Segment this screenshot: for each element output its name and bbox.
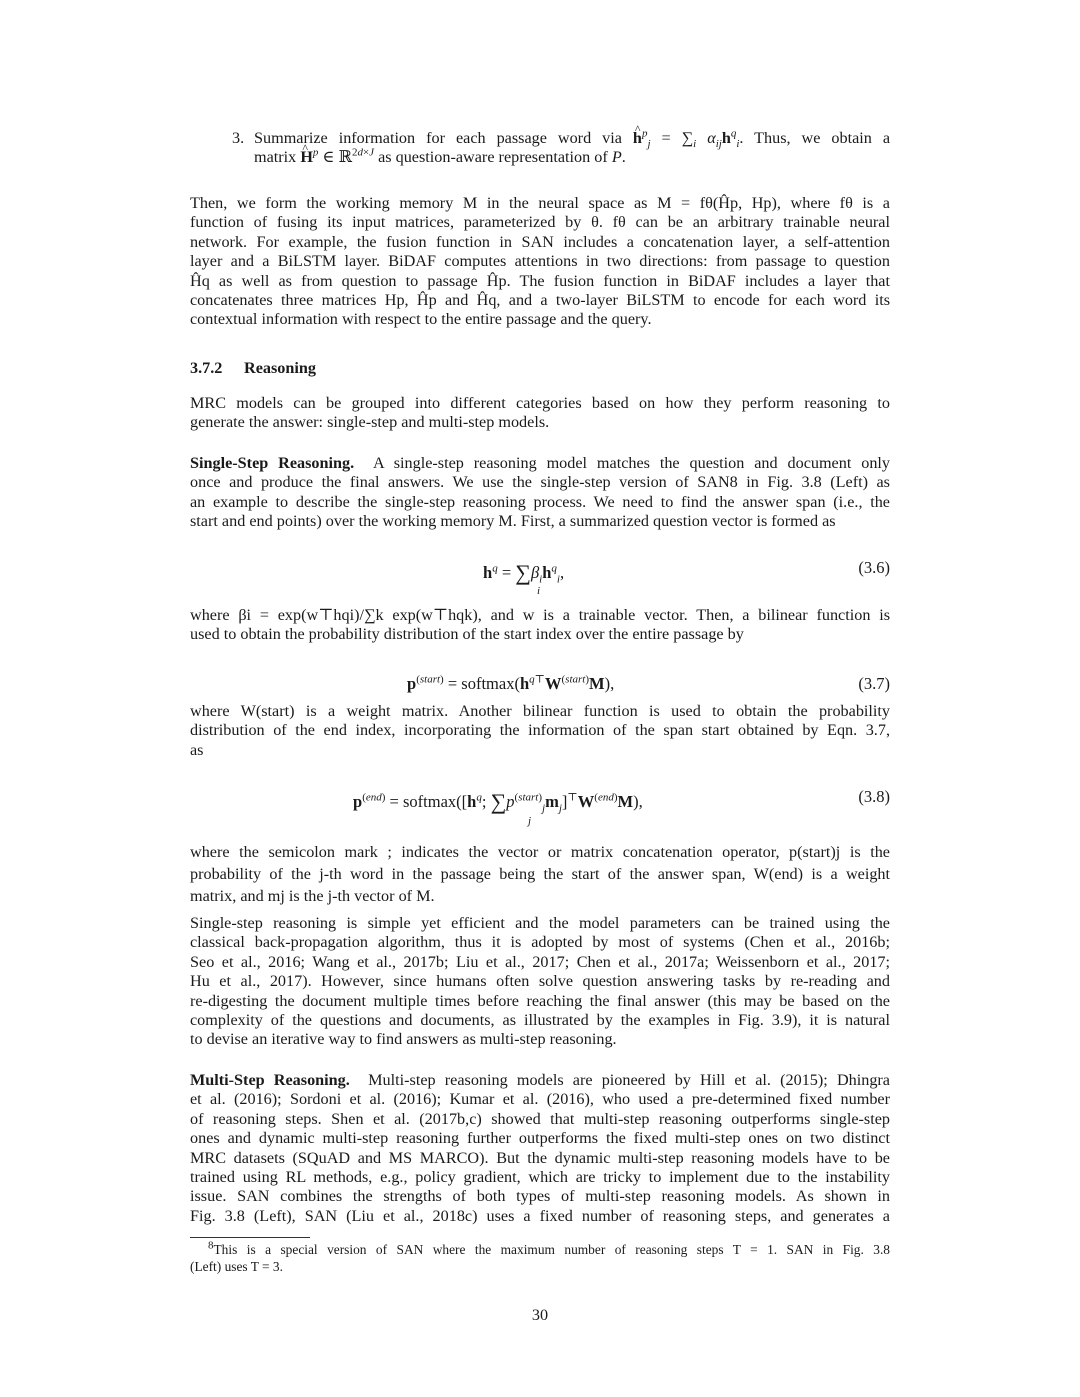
text-line: Then, we form the working memory M in the neural space as M = fθ(Ĥp, Hp), where fθ is a bbox=[190, 194, 890, 212]
text-line bbox=[190, 454, 890, 473]
section-title: Reasoning bbox=[244, 359, 316, 377]
text-line: start and end points) over the working memory M. First, a summarized question vector is formed as bbox=[190, 512, 836, 531]
text-line: where W(start) is a weight matrix. Another bilinear function is used to obtain the probability bbox=[190, 702, 890, 720]
text-line: as bbox=[190, 740, 204, 759]
section-heading bbox=[190, 359, 316, 378]
softmax-label: softmax bbox=[461, 674, 515, 693]
paragraph-simple bbox=[190, 914, 890, 1050]
text-line: used to obtain the probability distribution of the start index over the entire passage by bbox=[190, 625, 744, 644]
section-number: 3.7.2 bbox=[190, 359, 223, 377]
text-line: network. For example, the fusion function in SAN includes a concatenation layer, a self-attention bbox=[190, 232, 890, 251]
text-run: Multi-step reasoning models are pioneered by Hill et al. (2015); Dhingra bbox=[368, 1071, 890, 1089]
text-line: MRC models can be grouped into different categories based on how they perform reasoning to bbox=[190, 394, 890, 412]
equation-3-8 bbox=[190, 787, 890, 827]
text-line: ones and dynamic multi-step reasoning further outperforms the fixed multi-step ones on two distinct bbox=[190, 1129, 890, 1148]
text-line bbox=[190, 1071, 890, 1090]
softmax-label: softmax bbox=[402, 792, 457, 811]
formula-matrix-hhat: ^ $H^p$ ∈ ℝ$^{2d\times J}$ bbox=[300, 148, 374, 166]
text-line: matrix, and mj is the j-th vector of M. bbox=[190, 887, 435, 905]
footnote-mark: 8 bbox=[208, 1239, 214, 1252]
sum-index: i bbox=[537, 585, 541, 597]
paragraph-fusion bbox=[190, 194, 890, 330]
footnote-rule bbox=[190, 1237, 310, 1238]
text-line: re-digesting the document multiple times before reaching the final answer (this may be based on the bbox=[190, 991, 890, 1010]
paragraph-multi-step bbox=[190, 1071, 890, 1226]
equation-formula: $p^{(start)}$ = $softmax(h^{q⊤}W^{(start)}M)$, bbox=[407, 673, 615, 693]
text-line: to devise an iterative way to find answers as multi-step reasoning. bbox=[190, 1030, 617, 1049]
text-line: contextual information with respect to the entire passage and the query. bbox=[190, 310, 652, 329]
equation-number: (3.7) bbox=[858, 674, 890, 693]
text-line: classical back-propagation algorithm, thus it is adopted by most of systems (Chen et al., 2016b; bbox=[190, 933, 890, 952]
paragraph-single-step bbox=[190, 454, 890, 532]
run-in-heading: Multi-Step Reasoning. bbox=[190, 1071, 350, 1089]
paragraph-wstart bbox=[190, 702, 890, 760]
text-line: where βi = exp(w⊤hqi)/∑k exp(w⊤hqk), and w is a trainable vector. Then, a bilinear function is bbox=[190, 606, 890, 624]
text-line: function of fusing its input matrices, parameterized by θ. fθ can be an arbitrary trainable neural bbox=[190, 213, 890, 232]
equation-formula: $p^{(end)}$ = $softmax([h^q$; $\sum p^{(start)}_jm_j]^⊤W^{(end)}M$), bbox=[353, 789, 643, 815]
equation-number: (3.6) bbox=[858, 558, 890, 577]
footnote-line bbox=[190, 1241, 890, 1258]
text-line: issue. SAN combines the strengths of both types of multi-step reasoning models. As shown in bbox=[190, 1187, 890, 1206]
text-line: layer and a BiLSTM layer. BiDAF computes attentions in two directions: from passage to question bbox=[190, 252, 890, 271]
text-run: A single-step reasoning model matches the question and document only bbox=[373, 454, 890, 472]
paragraph-beta bbox=[190, 606, 890, 645]
list-item-text: Summarize information for each passage word via bbox=[254, 129, 622, 147]
equation-number: (3.8) bbox=[858, 787, 890, 806]
text-line: once and produce the final answers. We use the single-step version of SAN8 in Fig. 3.8 (Left) as bbox=[190, 473, 890, 492]
text-line: distribution of the end index, incorporating the information of the span start obtained by Eqn. 3.7, bbox=[190, 721, 890, 740]
list-item-text: matrix bbox=[254, 148, 297, 167]
text-line: Ĥq as well as from question to passage Ĥp. The fusion function in BiDAF includes a layer that bbox=[190, 271, 890, 290]
text-line: generate the answer: single-step and multi-step models. bbox=[190, 413, 550, 432]
text-line: an example to describe the single-step reasoning process. We need to find the answer span (i.e., the bbox=[190, 492, 890, 511]
list-item-text: Thus, we obtain a bbox=[754, 129, 891, 147]
text-line: Seo et al., 2016; Wang et al., 2017b; Liu et al., 2017; Chen et al., 2017a; Weissenborn et al., 2017; bbox=[190, 952, 890, 971]
footnote-text: This is a special version of SAN where the maximum number of reasoning steps T = 1. SAN in Fig. 3.8 bbox=[213, 1242, 890, 1257]
paragraph-semicolon bbox=[190, 841, 890, 907]
footnote bbox=[190, 1241, 890, 1275]
text-line: concatenates three matrices Hp, Ĥp and Ĥq, and a two-layer BiLSTM to encode for each word its bbox=[190, 291, 890, 310]
text-line: MRC datasets (SQuAD and MS MARCO). But the dynamic multi-step reasoning models have to be bbox=[190, 1148, 890, 1167]
equation-3-6 bbox=[190, 558, 890, 598]
text-line: et al. (2016); Sordoni et al. (2016); Kumar et al. (2016), who used a pre-determined fixed number bbox=[190, 1090, 890, 1109]
footnote-line: (Left) uses T = 3. bbox=[190, 1259, 283, 1274]
formula-hhat-sum: ^ $h^p_j = \sum_i$ $\alpha_{ij}h^q_i$. bbox=[633, 129, 744, 147]
list-item-number: 3. bbox=[232, 129, 245, 147]
equation-formula: $h^q = \sum\beta_ih^q_i$, bbox=[483, 560, 565, 586]
sum-index: j bbox=[528, 815, 532, 827]
text-line: where the semicolon mark ; indicates the vector or matrix concatenation operator, p(start)j is the bbox=[190, 843, 890, 861]
text-line: probability of the j-th word in the passage being the start of the answer span, W(end) is a weight bbox=[190, 865, 890, 883]
list-item-line-2: matrix ^ $H^p$ ∈ ℝ$^{2d\times J}$ as question-aware representation of P. bbox=[254, 148, 890, 167]
text-line: Single-step reasoning is simple yet efficient and the model parameters can be trained using the bbox=[190, 914, 890, 932]
text-line: trained using RL methods, e.g., policy gradient, which are tricky to implement due to the instability bbox=[190, 1168, 890, 1187]
page-number: 30 bbox=[531, 1306, 549, 1324]
text-line: complexity of the questions and documents, as illustrated by the examples in Fig. 3.9), it is natural bbox=[190, 1011, 890, 1030]
paragraph-mrc bbox=[190, 394, 890, 433]
text-line: Fig. 3.8 (Left), SAN (Liu et al., 2018c) uses a fixed number of reasoning steps, and generates a bbox=[190, 1206, 890, 1225]
list-item-line-1 bbox=[254, 127, 891, 151]
list-item-text: as question-aware representation of bbox=[378, 148, 608, 167]
text-line: Hu et al., 2017). However, since humans often solve question answering tasks by re-reading and bbox=[190, 972, 890, 991]
text-line: of reasoning steps. Shen et al. (2017b,c) showed that multi-step reasoning outperforms single-step bbox=[190, 1109, 890, 1128]
run-in-heading: Single-Step Reasoning. bbox=[190, 454, 355, 472]
